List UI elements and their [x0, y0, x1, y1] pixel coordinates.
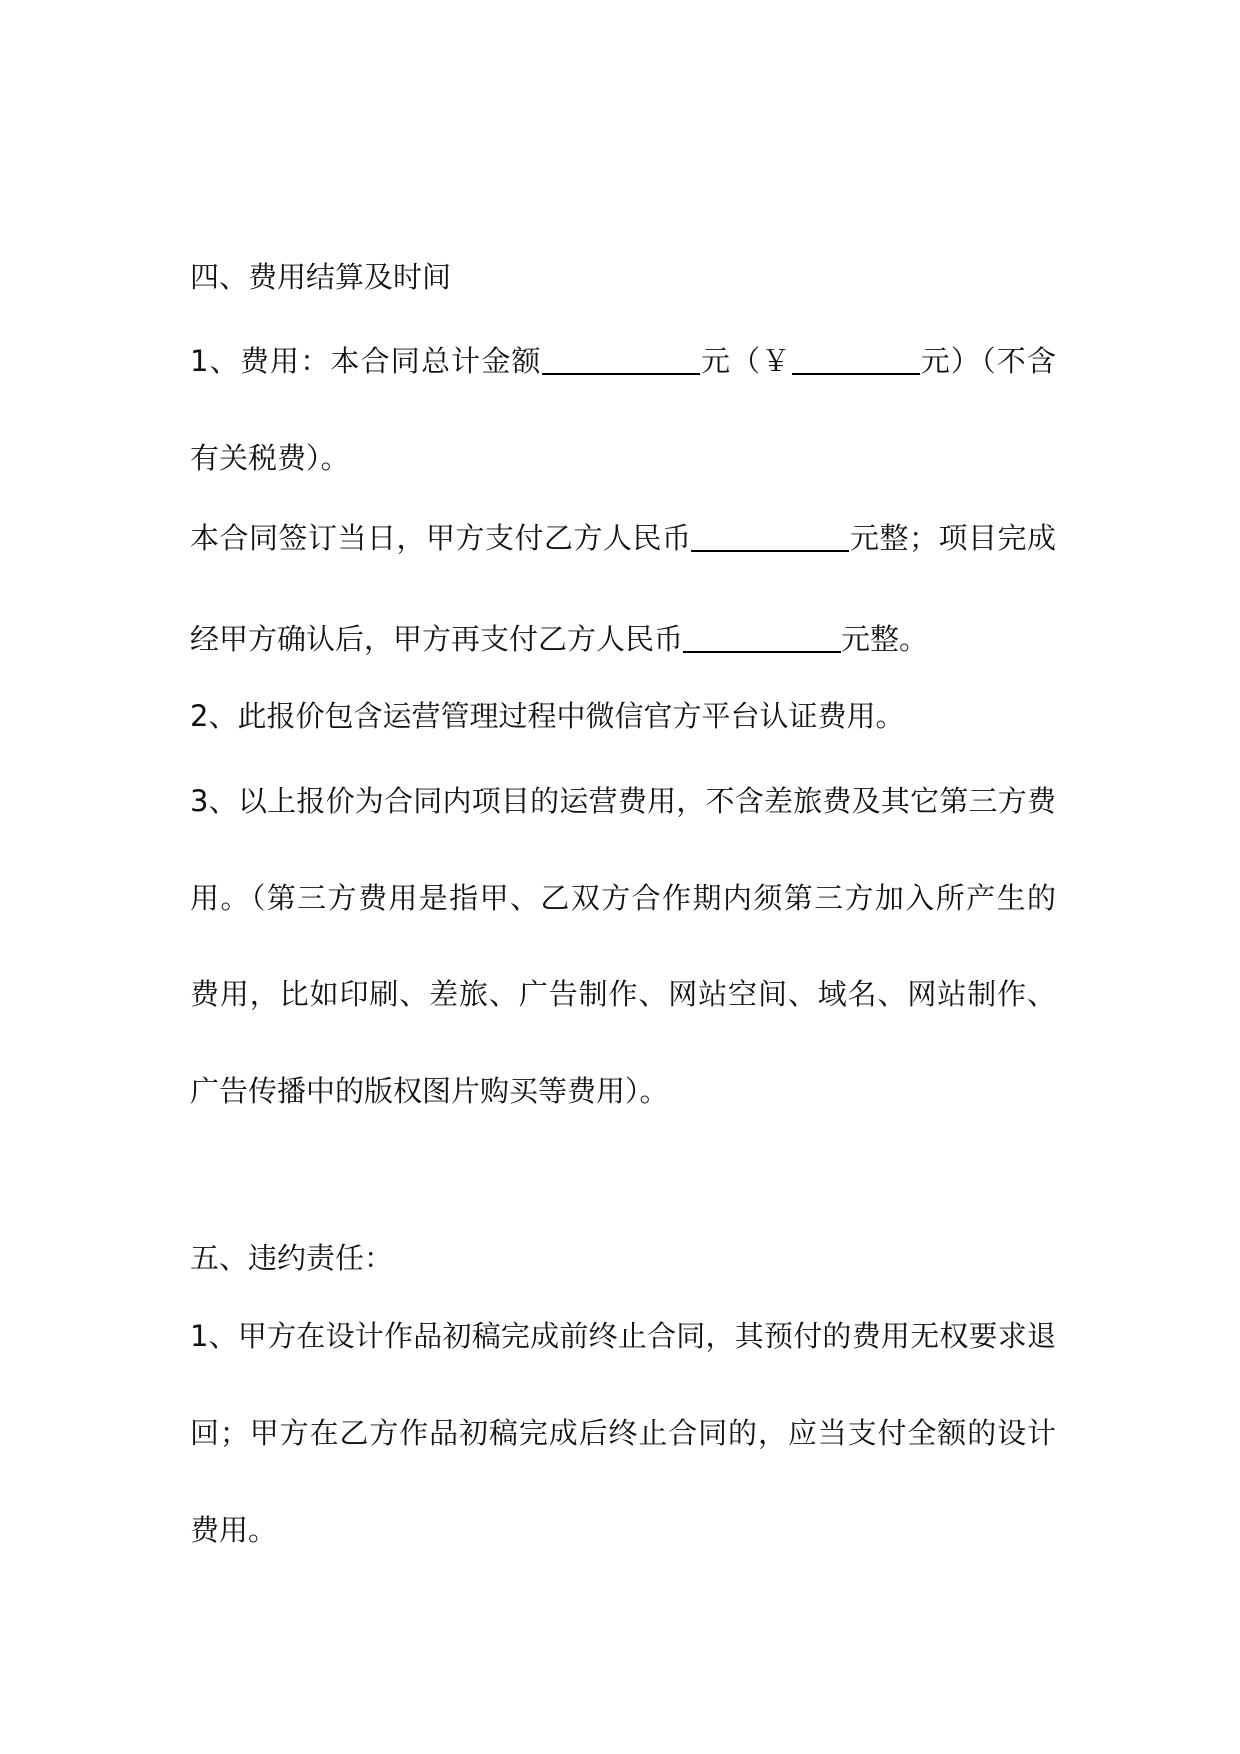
- first-payment-blank: [691, 520, 849, 552]
- yuan-yen-label: 元（￥: [699, 344, 792, 378]
- item-3-line: 3、以上报价为合同内项目的运营费用，不含差旅费及其它第三方费: [190, 784, 1056, 818]
- fee-tax-note-end: 有关税费）。: [190, 441, 350, 475]
- payment-second-suffix: 元整。: [841, 622, 929, 656]
- fee-total-line: [190, 343, 1056, 379]
- item-3-line: 广告传播中的版权图片购买等费用）。: [190, 1074, 669, 1108]
- amount-blank: [542, 343, 700, 375]
- fee-total-label: 1、费用：本合同总计金额: [190, 344, 542, 378]
- payment-first-label: 本合同签订当日，甲方支付乙方人民币: [190, 521, 692, 555]
- item-3-line: 费用，比如印刷、差旅、广告制作、网站空间、域名、网站制作、: [190, 977, 1056, 1011]
- payment-first-line: [190, 520, 1056, 556]
- payment-second-label: 经甲方确认后，甲方再支付乙方人民币: [190, 622, 684, 656]
- item-2-text: 2、此报价包含运营管理过程中微信官方平台认证费用。: [190, 699, 905, 733]
- breach-item-1-line: 回；甲方在乙方作品初稿完成后终止合同的，应当支付全额的设计: [190, 1416, 1056, 1450]
- amount-numeric-blank: [792, 343, 920, 375]
- fee-tax-note-start: 元）（不含: [919, 344, 1056, 378]
- breach-item-1-line: 费用。: [190, 1513, 278, 1547]
- payment-second-line: [190, 621, 1056, 657]
- section-5-heading: 五、违约责任：: [190, 1241, 394, 1275]
- breach-item-1-line: 1、甲方在设计作品初稿完成前终止合同，其预付的费用无权要求退: [190, 1319, 1056, 1353]
- item-3-line: 用。（第三方费用是指甲、乙双方合作期内须第三方加入所产生的: [190, 881, 1056, 915]
- payment-first-suffix: 元整；项目完成: [849, 521, 1056, 555]
- second-payment-blank: [683, 621, 841, 653]
- section-4-heading: 四、费用结算及时间: [190, 260, 452, 294]
